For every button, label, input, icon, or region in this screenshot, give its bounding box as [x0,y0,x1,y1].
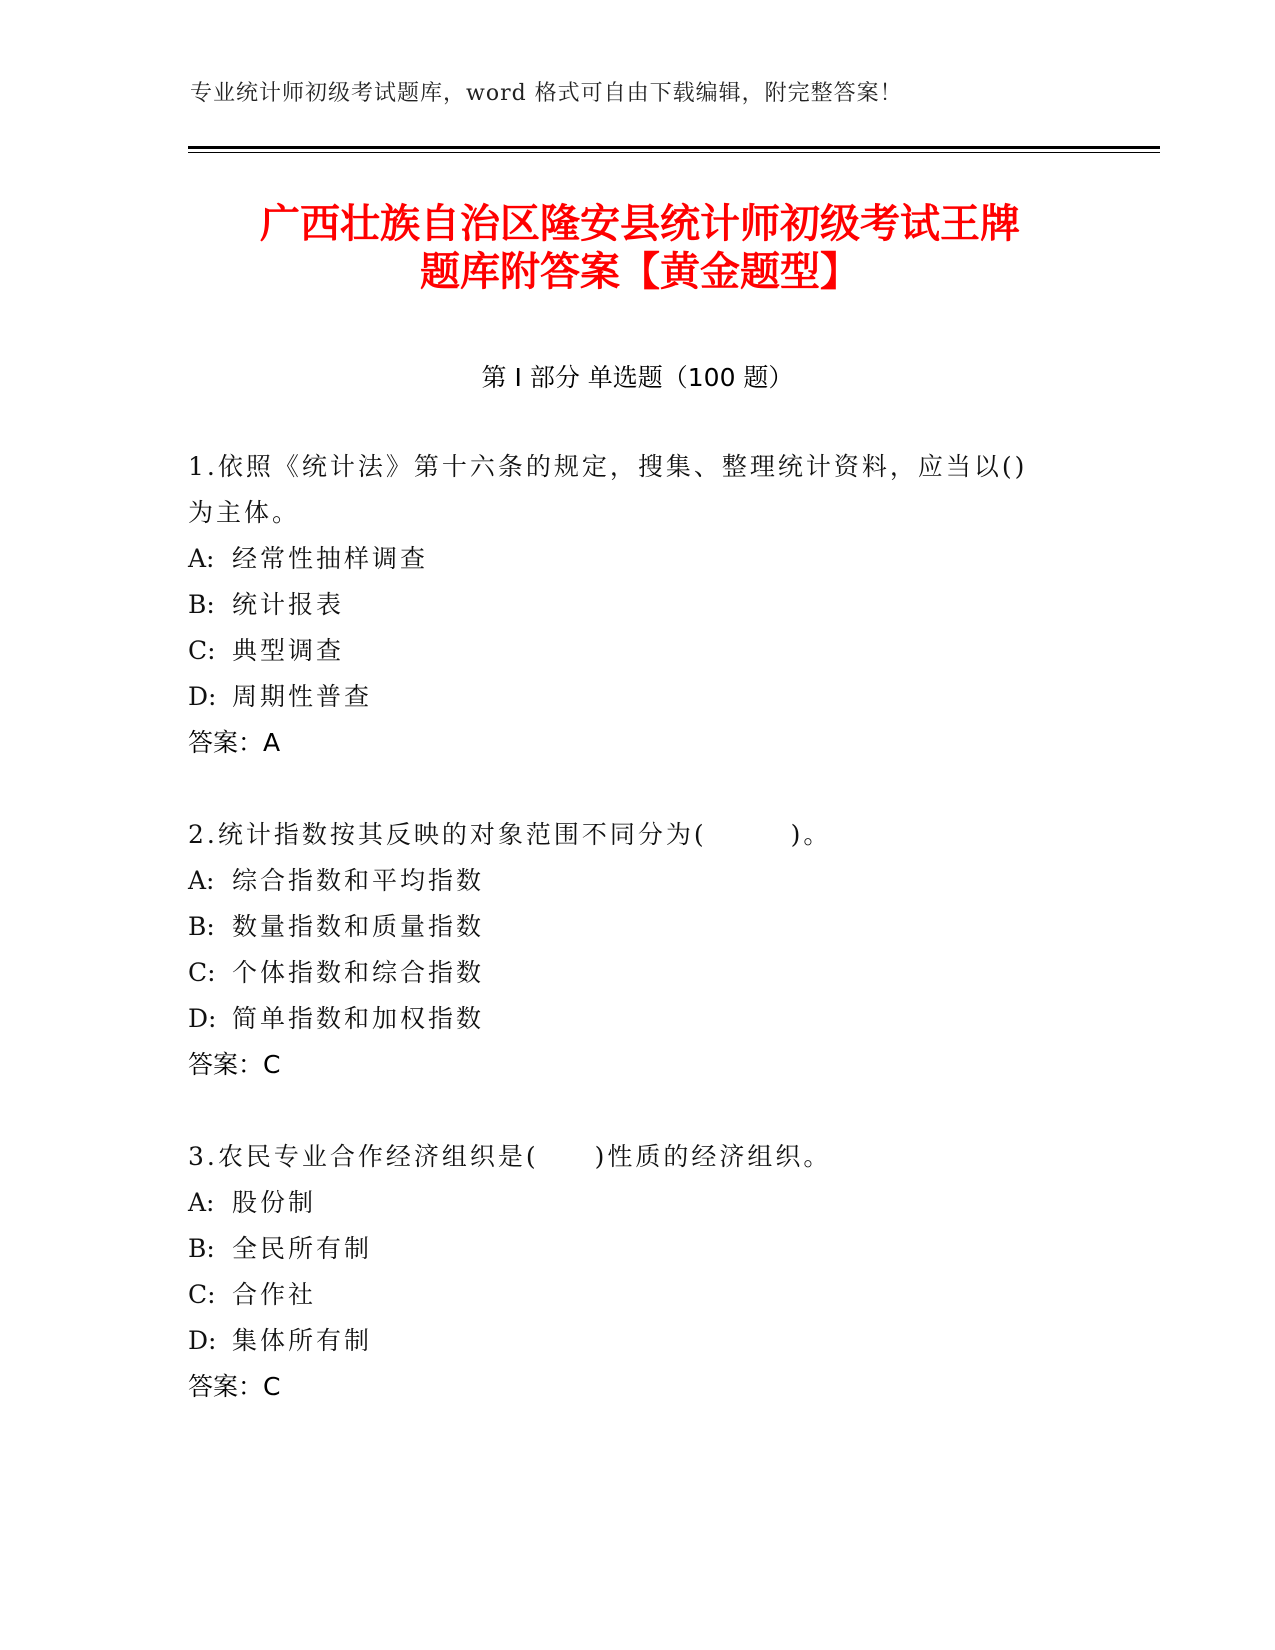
option-key: A: [188,544,215,573]
question-1 [188,444,1088,766]
option-key: C: [188,958,216,987]
option-a [188,1180,1088,1226]
option-key: C: [188,636,216,665]
option-text: 经常性抽样调查 [232,544,429,573]
option-text: 简单指数和加权指数 [232,1004,485,1033]
section-heading: 第 I 部分 单选题（100 题） [481,363,794,392]
question-3 [188,1134,1088,1410]
option-key: A: [188,1188,215,1217]
option-key: C: [188,1280,216,1309]
option-d [188,996,1088,1042]
answer: 答案：C [188,1050,281,1079]
question-stem-continued: 为主体。 [188,498,301,527]
option-text: 个体指数和综合指数 [232,958,485,987]
option-text: 集体所有制 [232,1326,373,1355]
question-stem: 2.统计指数按其反映的对象范围不同分为( )。 [188,820,832,849]
header-rule-thin [188,152,1160,153]
option-a [188,858,1088,904]
option-key: D: [188,1004,217,1033]
option-d [188,1318,1088,1364]
option-key: B: [188,912,215,941]
question-2 [188,812,1088,1088]
option-b [188,904,1088,950]
option-c [188,1272,1088,1318]
option-key: B: [188,590,215,619]
option-text: 典型调查 [232,636,345,665]
question-stem: 1.依照《统计法》第十六条的规定，搜集、整理统计资料，应当以() [188,452,1028,481]
answer: 答案：A [188,728,281,757]
option-key: B: [188,1234,215,1263]
option-text: 周期性普查 [232,682,373,711]
option-b [188,1226,1088,1272]
option-c [188,950,1088,996]
option-text: 全民所有制 [232,1234,373,1263]
option-text: 综合指数和平均指数 [232,866,485,895]
option-text: 股份制 [232,1188,317,1217]
document-title-line1: 广西壮族自治区隆安县统计师初级考试王牌 [260,201,1020,247]
option-text: 数量指数和质量指数 [232,912,485,941]
option-key: D: [188,682,217,711]
question-stem: 3.农民专业合作经济组织是( )性质的经济组织。 [188,1142,832,1171]
option-text: 统计报表 [232,590,345,619]
header-rule-thick [188,146,1160,149]
header-note: 专业统计师初级考试题库，word 格式可自由下载编辑，附完整答案！ [190,81,903,106]
question-list [188,444,1088,1456]
document-title-line2: 题库附答案【黄金题型】 [420,249,860,295]
option-key: D: [188,1326,217,1355]
option-c [188,628,1088,674]
option-text: 合作社 [232,1280,317,1309]
option-key: A: [188,866,215,895]
option-d [188,674,1088,720]
option-a [188,536,1088,582]
answer: 答案：C [188,1372,281,1401]
option-b [188,582,1088,628]
document-title [160,200,1120,296]
